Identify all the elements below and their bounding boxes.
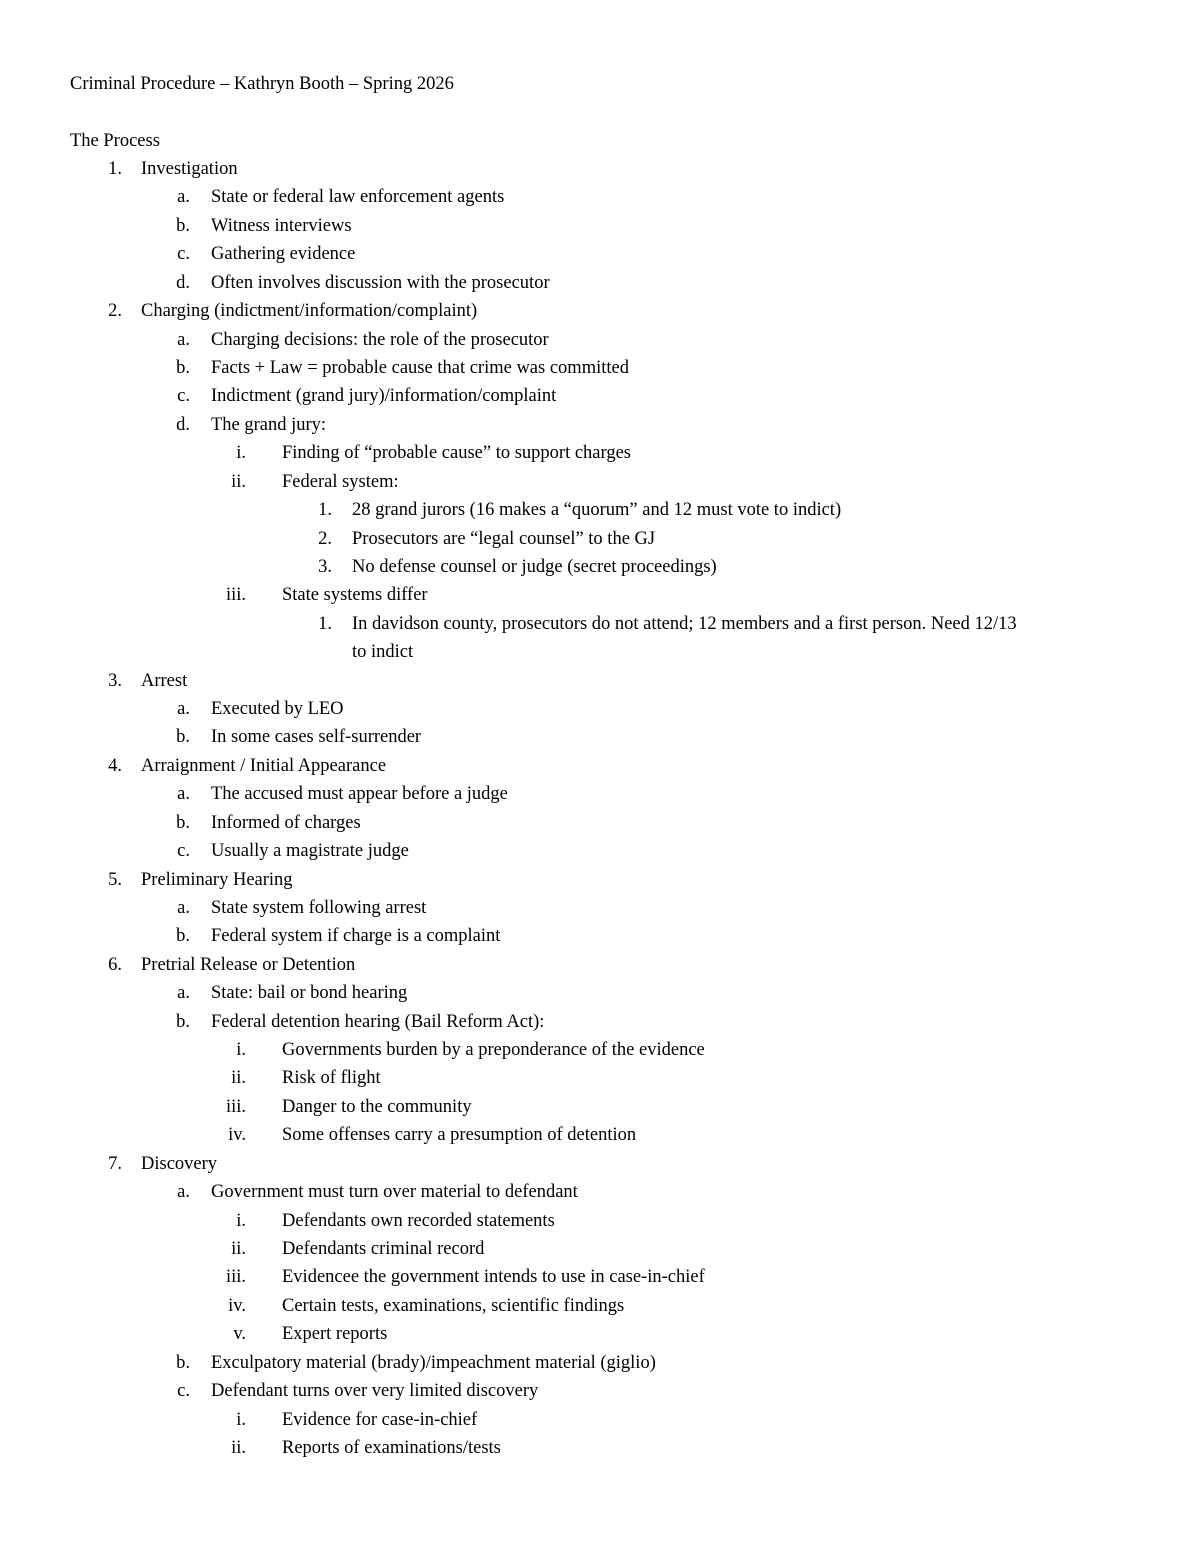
outline-marker: iv. <box>228 1125 246 1146</box>
outline-marker: ii. <box>231 471 246 492</box>
outline-item-level-4 <box>0 610 1200 638</box>
outline-text: Preliminary Hearing <box>141 869 293 890</box>
outline-marker: i. <box>236 1040 246 1060</box>
outline-text: Executed by LEO <box>211 699 344 719</box>
outline-item-level-3 <box>0 1320 1200 1348</box>
outline-item-level-3 <box>0 1064 1200 1092</box>
outline-item-level-2 <box>0 979 1200 1007</box>
outline-marker: b. <box>176 1352 190 1373</box>
outline-text: Expert reports <box>282 1324 388 1345</box>
outline-text: Witness interviews <box>211 215 352 236</box>
outline-text: Exculpatory material (brady)/impeachment material (giglio) <box>211 1352 656 1373</box>
outline-text: 28 grand jurors (16 makes a “quorum” and 12 must vote to indict) <box>352 500 842 520</box>
outline-text: Informed of charges <box>211 812 361 833</box>
outline-marker: 1. <box>318 500 332 520</box>
outline-marker: b. <box>176 727 190 748</box>
outline-marker: c. <box>177 1381 190 1402</box>
outline-marker: a. <box>177 329 190 350</box>
outline-text: Prosecutors are “legal counsel” to the GJ <box>352 528 656 549</box>
outline-item-level-1 <box>0 667 1200 695</box>
outline-item-level-3 <box>0 1434 1200 1462</box>
outline-marker: b. <box>176 1011 190 1032</box>
outline-marker: d. <box>176 272 190 293</box>
outline-marker: c. <box>177 841 190 862</box>
outline-marker: 2. <box>318 528 332 549</box>
outline-item-level-2 <box>0 326 1200 354</box>
outline-text: Usually a magistrate judge <box>211 841 409 862</box>
outline-marker: 4. <box>108 755 122 776</box>
outline-item-level-3 <box>0 1263 1200 1291</box>
outline-text: State system following arrest <box>211 897 427 918</box>
outline-text: Risk of flight <box>282 1068 381 1089</box>
outline-item-level-3 <box>0 468 1200 496</box>
outline-text: Reports of examinations/tests <box>282 1437 501 1458</box>
outline-item-level-3 <box>0 1121 1200 1149</box>
section-heading <box>70 127 160 155</box>
outline-item-level-1 <box>0 752 1200 780</box>
outline-marker: i. <box>236 1409 246 1430</box>
outline-marker: 3. <box>108 670 122 691</box>
outline-text: Facts + Law = probable cause that crime was committed <box>211 357 629 378</box>
outline-item-level-2 <box>0 780 1200 808</box>
outline-marker: 5. <box>108 869 122 890</box>
outline-marker: b. <box>176 215 190 236</box>
outline-item-level-3 <box>0 1207 1200 1235</box>
outline-item-level-2 <box>0 837 1200 865</box>
outline-text: Some offenses carry a presumption of detention <box>282 1125 637 1146</box>
outline-text: Defendant turns over very limited discovery <box>211 1381 539 1402</box>
outline-item-level-2 <box>0 1349 1200 1377</box>
outline-marker: iii. <box>225 1096 246 1117</box>
outline-text: In some cases self-surrender <box>211 727 422 748</box>
outline-item-level-2 <box>0 894 1200 922</box>
outline-text: Charging (indictment/information/complaint) <box>141 301 478 322</box>
outline-marker: b. <box>176 926 190 947</box>
outline-item-level-4 <box>0 638 1200 666</box>
outline-text: The accused must appear before a judge <box>211 784 508 805</box>
outline-text: Gathering evidence <box>211 244 356 265</box>
outline-text: Defendants own recorded statements <box>282 1210 555 1231</box>
outline-marker: 2. <box>108 301 122 322</box>
outline-item-level-1 <box>0 866 1200 894</box>
outline-text: Indictment (grand jury)/information/complaint <box>211 386 557 407</box>
section-heading-text: The Process <box>70 131 160 151</box>
outline-item-level-4 <box>0 525 1200 553</box>
outline-marker: ii. <box>231 1437 246 1458</box>
outline-marker: 6. <box>108 954 122 975</box>
outline-item-level-3 <box>0 1406 1200 1434</box>
outline-text: Arraignment / Initial Appearance <box>141 755 387 776</box>
outline-text: State: bail or bond hearing <box>211 983 408 1004</box>
outline-item-level-2 <box>0 922 1200 950</box>
outline-item-level-2 <box>0 1008 1200 1036</box>
outline-marker: ii. <box>231 1068 246 1089</box>
outline-item-level-1 <box>0 951 1200 979</box>
outline-marker: 1. <box>318 613 332 634</box>
outline-item-level-2 <box>0 809 1200 837</box>
outline-text: State or federal law enforcement agents <box>211 187 505 208</box>
outline-marker: 7. <box>108 1153 122 1174</box>
outline-marker: i. <box>236 1210 246 1231</box>
outline-text: Federal detention hearing (Bail Reform Act): <box>211 1011 545 1032</box>
outline-marker: d. <box>176 414 190 435</box>
outline-item-level-2 <box>0 240 1200 268</box>
outline-text: No defense counsel or judge (secret proceedings) <box>352 556 717 577</box>
outline-text: to indict <box>352 642 414 663</box>
outline-item-level-1 <box>0 155 1200 183</box>
outline-marker: a. <box>177 1182 190 1203</box>
outline-text: Danger to the community <box>282 1096 472 1117</box>
outline-marker: iv. <box>228 1295 246 1316</box>
outline-text: Defendants criminal record <box>282 1239 485 1259</box>
outline-item-level-3 <box>0 1036 1200 1064</box>
outline-text: The grand jury: <box>211 414 327 435</box>
outline-item-level-2 <box>0 411 1200 439</box>
outline-item-level-3 <box>0 1235 1200 1263</box>
outline-marker: a. <box>177 699 190 719</box>
outline-text: State systems differ <box>282 585 428 606</box>
outline-item-level-1 <box>0 297 1200 325</box>
outline-text: Evidencee the government intends to use in case-in-chief <box>282 1267 705 1288</box>
outline-item-level-2 <box>0 1178 1200 1206</box>
outline-item-level-4 <box>0 553 1200 581</box>
outline-marker: a. <box>177 983 190 1004</box>
outline-item-level-4 <box>0 496 1200 524</box>
outline-item-level-3 <box>0 1292 1200 1320</box>
outline-item-level-2 <box>0 183 1200 211</box>
document-title-text: Criminal Procedure – Kathryn Booth – Spring 2026 <box>70 74 454 94</box>
outline-item-level-2 <box>0 723 1200 751</box>
outline-text: Investigation <box>141 159 238 179</box>
outline-item-level-3 <box>0 1093 1200 1121</box>
outline-marker: a. <box>177 897 190 918</box>
outline-item-level-2 <box>0 212 1200 240</box>
outline-marker: 1. <box>108 159 122 179</box>
outline-item-level-2 <box>0 1377 1200 1405</box>
outline-item-level-2 <box>0 695 1200 723</box>
outline-text: Certain tests, examinations, scientific findings <box>282 1295 625 1316</box>
outline-text: In davidson county, prosecutors do not attend; 12 members and a first person. Need 12/13 <box>352 613 1017 634</box>
outline-text: Federal system if charge is a complaint <box>211 926 501 947</box>
outline-marker: a. <box>177 187 190 208</box>
outline-text: Finding of “probable cause” to support charges <box>282 443 632 464</box>
outline-text: Governments burden by a preponderance of the evidence <box>282 1040 705 1060</box>
outline-marker: c. <box>177 386 190 407</box>
outline-item-level-1 <box>0 1150 1200 1178</box>
outline-text: Often involves discussion with the prosecutor <box>211 272 550 293</box>
outline-marker: a. <box>177 784 190 805</box>
outline-marker: c. <box>177 244 190 265</box>
outline-text: Arrest <box>141 670 188 691</box>
outline-marker: ii. <box>231 1239 246 1259</box>
outline-marker: iii. <box>225 585 246 606</box>
outline-item-level-2 <box>0 269 1200 297</box>
outline-marker: i. <box>236 443 246 464</box>
outline-item-level-2 <box>0 382 1200 410</box>
document-title <box>70 70 454 98</box>
outline-marker: v. <box>233 1324 246 1345</box>
outline-item-level-3 <box>0 581 1200 609</box>
outline-marker: b. <box>176 357 190 378</box>
outline-marker: iii. <box>225 1267 246 1288</box>
outline-text: Government must turn over material to defendant <box>211 1182 578 1203</box>
outline-text: Evidence for case-in-chief <box>282 1409 478 1430</box>
outline-item-level-3 <box>0 439 1200 467</box>
outline-marker: 3. <box>318 556 332 577</box>
outline-text: Pretrial Release or Detention <box>141 954 356 975</box>
outline-text: Discovery <box>141 1153 218 1174</box>
outline-marker: b. <box>176 812 190 833</box>
outline-text: Federal system: <box>282 471 399 492</box>
outline-text: Charging decisions: the role of the prosecutor <box>211 329 549 350</box>
outline-item-level-2 <box>0 354 1200 382</box>
